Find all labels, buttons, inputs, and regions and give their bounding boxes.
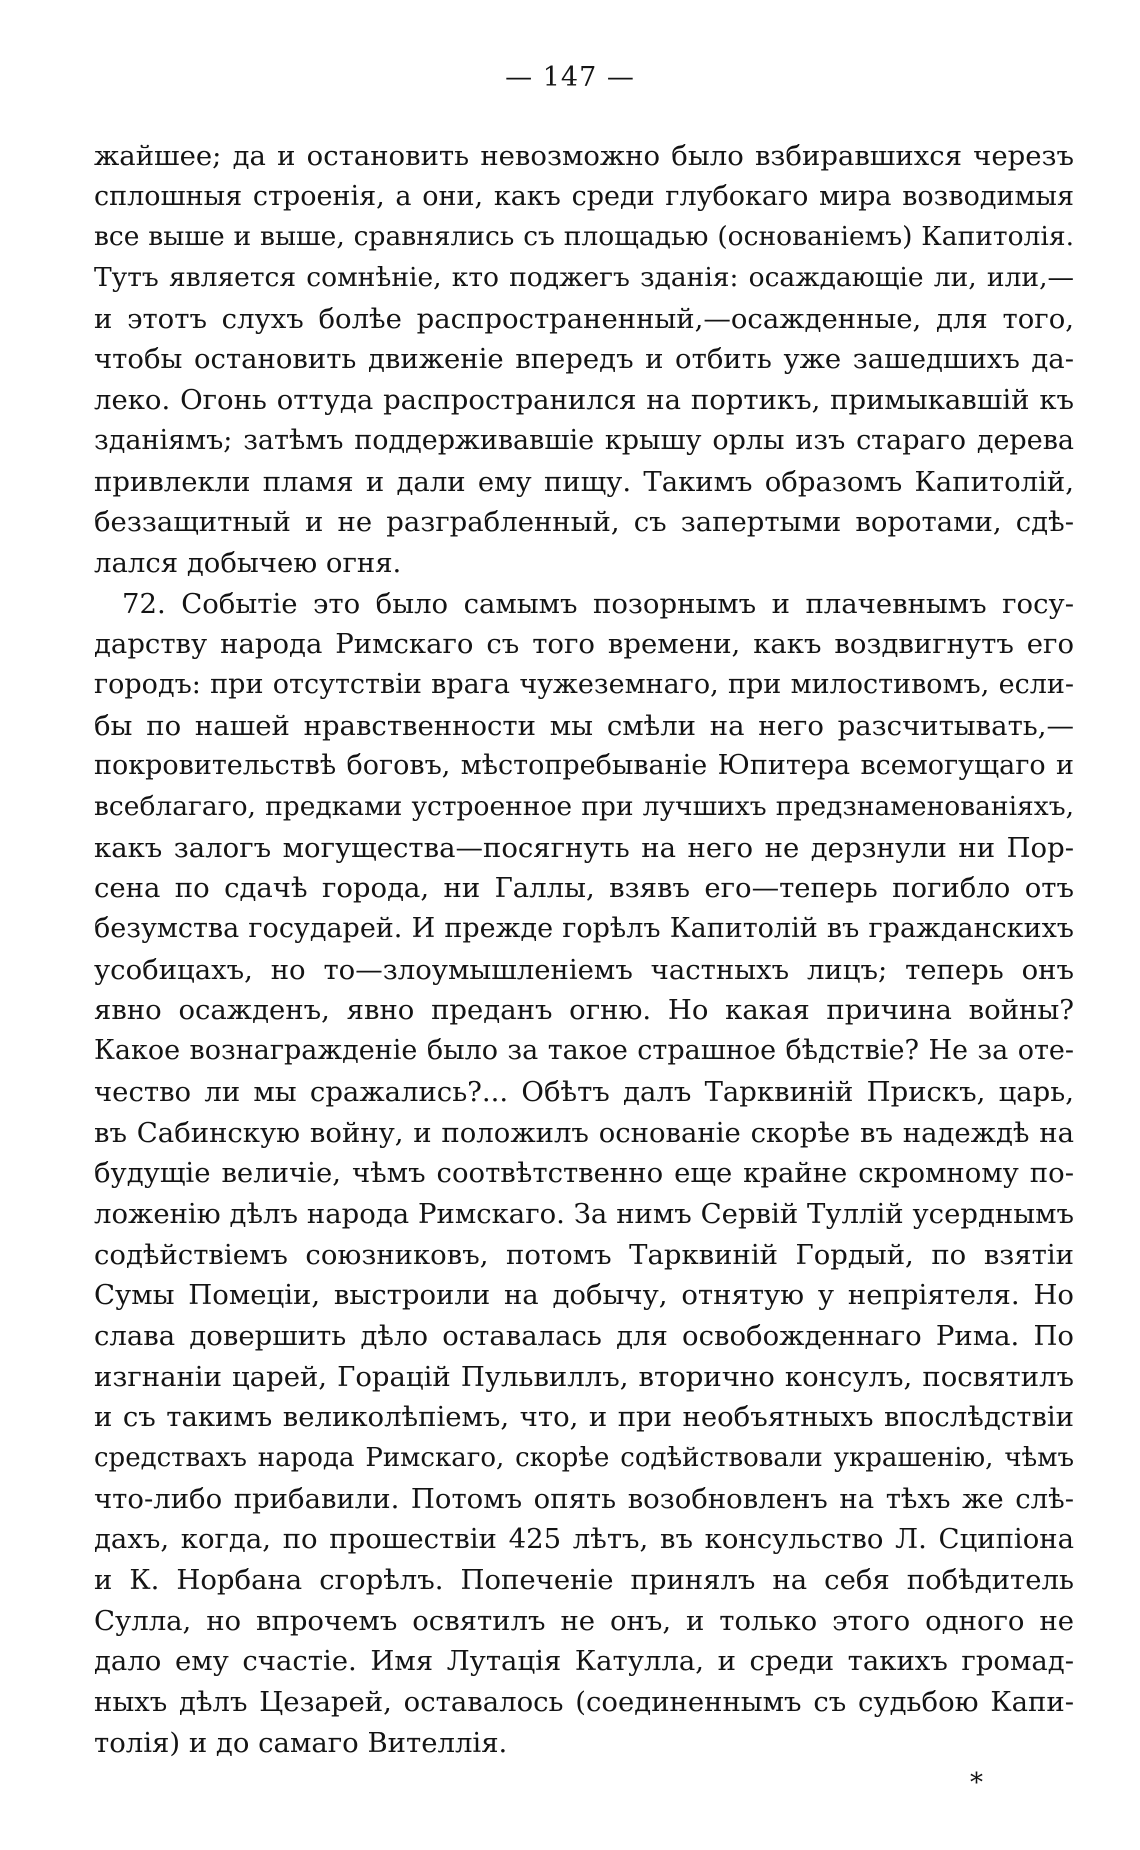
text-line: дарству народа Римскаго съ того времени, какъ воздвигнутъ его	[94, 628, 1074, 661]
text-line: что-либо прибавили. Потомъ опять возобновленъ на тѣхъ же слѣ-	[94, 1482, 1074, 1515]
text-line: бы по нашей нравственности мы смѣли на него разсчитывать,—	[94, 709, 1074, 742]
text-line: изгнаніи царей, Горацій Пульвиллъ, вторично консулъ, посвятилъ	[94, 1360, 1074, 1393]
footnote-asterisk: *	[970, 1768, 983, 1798]
text-line: толія) и до самаго Вителлія.	[94, 1726, 508, 1759]
text-line: Сулла, но впрочемъ освятилъ не онъ, и только этого одного не	[94, 1604, 1074, 1637]
text-line: и съ такимъ великолѣпіемъ, что, и при необъятныхъ впослѣдствіи	[94, 1401, 1074, 1434]
text-line: леко. Огонь оттуда распространился на портикъ, примыкавшій къ	[94, 384, 1074, 417]
text-line: чтобы остановить движеніе впередъ и отбить уже зашедшихъ да-	[94, 343, 1074, 376]
text-line: будущіе величіе, чѣмъ соотвѣтственно еще крайне скромному по-	[94, 1157, 1074, 1190]
text-line: слава довершить дѣло оставалась для освобожденнаго Рима. По	[94, 1319, 1074, 1352]
text-line: явно осажденъ, явно преданъ огню. Но какая причина войны?	[94, 994, 1074, 1027]
text-line: Тутъ является сомнѣніе, кто поджегъ зданія: осаждающіе ли, или,—	[94, 262, 1074, 294]
text-line: и этотъ слухъ болѣе распространенный,—осажденные, для того,	[94, 302, 1074, 335]
text-line: городъ: при отсутствіи врага чужеземнаго, при милостивомъ, если-	[94, 668, 1074, 700]
text-line: чество ли мы сражались?... Обѣтъ далъ Тарквиній Прискъ, царь,	[94, 1075, 1074, 1108]
text-line: дало ему счастіе. Имя Лутація Катулла, и среди такихъ громад-	[94, 1645, 1074, 1678]
text-line: Сумы Помеціи, выстроили на добычу, отнятую у непріятеля. Но	[94, 1279, 1074, 1312]
text-line: покровительствѣ боговъ, мѣстопребываніе Юпитера всемогущаго и	[94, 750, 1074, 782]
text-line: безумства государей. И прежде горѣлъ Капитолій въ гражданскихъ	[94, 913, 1074, 945]
text-line: всеблагаго, предками устроенное при лучшихъ предзнаменованіяхъ,	[94, 791, 1074, 822]
text-line: въ Сабинскую войну, и положилъ основаніе скорѣе въ надеждѣ на	[94, 1116, 1074, 1149]
text-line: содѣйствіемъ союзниковъ, потомъ Тарквиній Гордый, по взятіи	[94, 1238, 1074, 1271]
text-line: ложенію дѣлъ народа Римскаго. За нимъ Сервій Туллій усерднымъ	[94, 1197, 1074, 1230]
text-line: лался добычею огня.	[94, 546, 402, 579]
text-line: жайшее; да и остановить невозможно было взбиравшихся черезъ	[94, 140, 1074, 172]
text-line: усобицахъ, но то—злоумышленіемъ частныхъ лицъ; теперь онъ	[94, 953, 1074, 986]
text-line: ныхъ дѣлъ Цезарей, оставалось (соединеннымъ съ судьбою Капи-	[94, 1686, 1074, 1719]
text-line: все выше и выше, сравнялись съ площадью (основаніемъ) Капитолія.	[94, 221, 1074, 253]
text-line: зданіямъ; затѣмъ поддерживавшіе крышу орлы изъ стараго дерева	[94, 424, 1074, 456]
text-line: привлекли пламя и дали ему пищу. Такимъ образомъ Капитолій,	[94, 465, 1074, 498]
text-line: беззащитный и не разграбленный, съ запертыми воротами, сдѣ-	[94, 506, 1074, 539]
text-line: средствахъ народа Римскаго, скорѣе содѣйствовали украшенію, чѣмъ	[94, 1443, 1074, 1473]
text-line: и К. Норбана сгорѣлъ. Попеченіе принялъ на себя побѣдитель	[94, 1564, 1074, 1597]
text-line: какъ залогъ могущества—посягнуть на него не дерзнули ни Пор-	[94, 831, 1074, 864]
text-line: Какое вознагражденіе было за такое страшное бѣдствіе? Не за оте-	[94, 1035, 1074, 1067]
page-number: — 147 —	[505, 62, 635, 93]
text-line: сена по сдачѣ города, ни Галлы, взявъ его—теперь погибло отъ	[94, 872, 1074, 905]
text-line: дахъ, когда, по прошествіи 425 лѣтъ, въ консульство Л. Сципіона	[94, 1523, 1074, 1556]
paragraph-72-start: 72. Событіе это было самымъ позорнымъ и плачевнымъ госу-	[122, 587, 1074, 620]
body-text	[94, 136, 1074, 1764]
text-line: сплошныя строенія, а они, какъ среди глубокаго мира возводимыя	[94, 180, 1074, 212]
